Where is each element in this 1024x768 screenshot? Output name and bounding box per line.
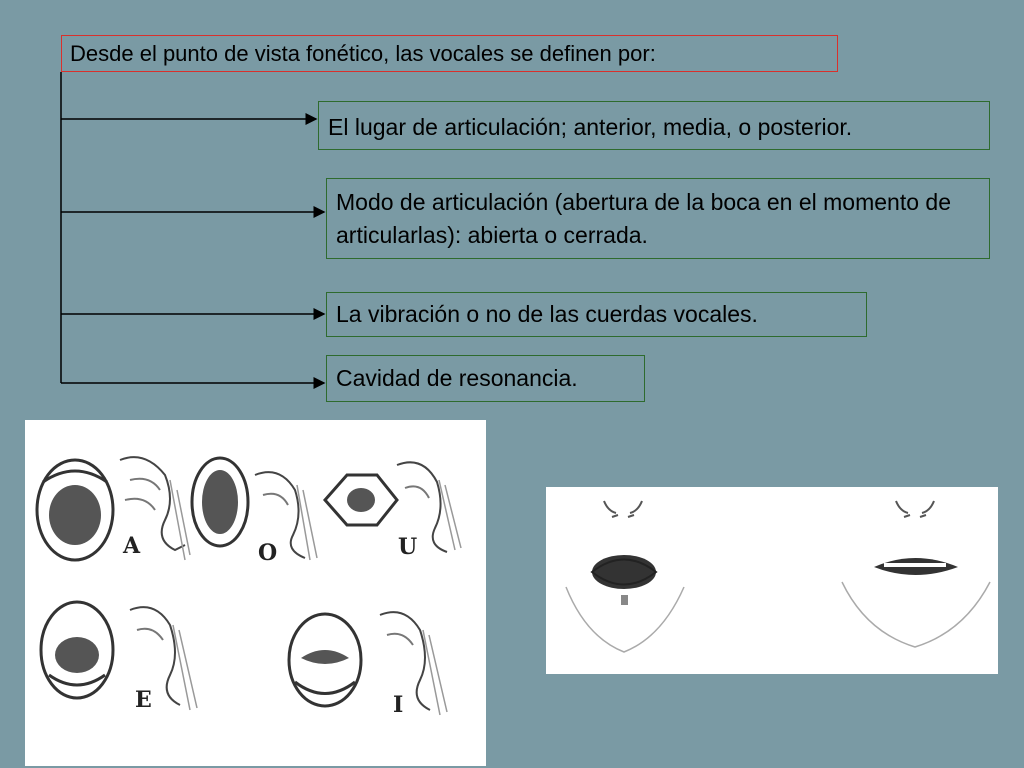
letter-o: O — [258, 540, 278, 566]
open-mouth-face-icon — [566, 501, 684, 652]
letter-u: U — [398, 534, 418, 560]
slide-title: Desde el punto de vista fonético, las vocales se definen por: — [61, 35, 838, 72]
item-resonance-cavity: Cavidad de resonancia. — [326, 355, 645, 402]
mouth-u-icon — [325, 475, 397, 525]
head-profile-i-icon — [380, 612, 447, 715]
letter-a: A — [123, 533, 141, 559]
item-manner-of-articulation: Modo de articulación (abertura de la boca en el momento de articularlas): abierta o cerrada. — [326, 178, 990, 259]
vowel-articulation-figure — [25, 420, 486, 766]
mouth-i-icon — [289, 614, 361, 706]
mouth-a-icon — [37, 460, 113, 560]
mouth-opening-figure — [546, 487, 998, 674]
closed-mouth-face-icon — [842, 501, 990, 647]
item-place-of-articulation: El lugar de articulación; anterior, media, o posterior. — [318, 101, 990, 150]
item-vocal-cord-vibration: La vibración o no de las cuerdas vocales. — [326, 292, 867, 337]
mouth-e-icon — [41, 602, 113, 698]
letter-e: E — [135, 687, 152, 713]
letter-i: I — [393, 692, 404, 718]
mouth-o-icon — [192, 458, 248, 546]
